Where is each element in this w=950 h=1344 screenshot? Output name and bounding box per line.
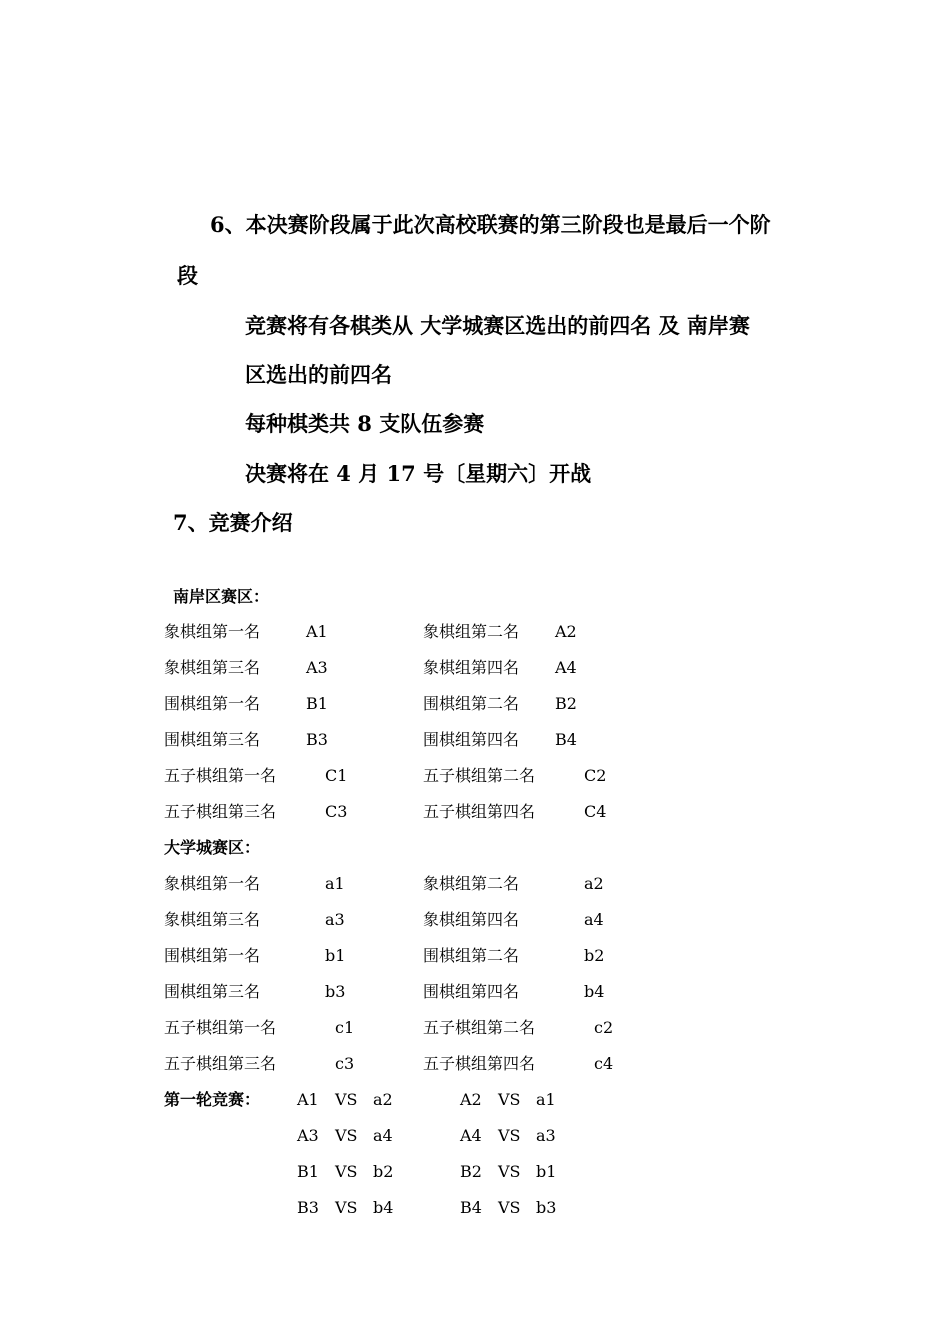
nanan-left-code: A1 — [306, 622, 328, 641]
match-team: a4 — [373, 1126, 393, 1145]
section6-line4: 区选出的前四名 — [245, 362, 392, 387]
dxc-right-name: 象棋组第四名 — [423, 910, 520, 929]
dxc-left-code: a1 — [325, 874, 345, 893]
section7-heading: 7、竞赛介绍 — [173, 510, 293, 535]
match-team: B1 — [297, 1162, 319, 1181]
match-team: a1 — [536, 1090, 556, 1109]
match-vs: VS — [498, 1090, 521, 1109]
match-vs: VS — [335, 1162, 358, 1181]
dxc-right-name: 五子棋组第四名 — [423, 1054, 536, 1073]
nanan-left-code: B1 — [306, 694, 328, 713]
match-team: b3 — [536, 1198, 557, 1217]
match-team: B4 — [460, 1198, 482, 1217]
nanan-right-name: 围棋组第二名 — [423, 694, 520, 713]
nanan-left-name: 象棋组第一名 — [164, 622, 261, 641]
match-team: a2 — [373, 1090, 393, 1109]
nanan-right-name: 五子棋组第四名 — [423, 802, 536, 821]
dxc-left-name: 五子棋组第三名 — [164, 1054, 277, 1073]
section6-line1: 6、本决赛阶段属于此次高校联赛的第三阶段也是最后一个阶 — [210, 212, 771, 237]
match-team: b1 — [536, 1162, 557, 1181]
match-vs: VS — [498, 1126, 521, 1145]
dxc-right-code: a2 — [584, 874, 604, 893]
match-team: A4 — [460, 1126, 482, 1145]
dxc-right-code: b4 — [584, 982, 605, 1001]
nanan-right-code: A4 — [555, 658, 577, 677]
dxc-left-code: c1 — [335, 1018, 355, 1037]
dxc-left-name: 围棋组第三名 — [164, 982, 261, 1001]
match-vs: VS — [335, 1090, 358, 1109]
nanan-left-name: 围棋组第一名 — [164, 694, 261, 713]
match-vs: VS — [498, 1198, 521, 1217]
match-vs: VS — [335, 1198, 358, 1217]
nanan-right-code: B4 — [555, 730, 577, 749]
dxc-left-name: 象棋组第三名 — [164, 910, 261, 929]
dxc-right-code: b2 — [584, 946, 605, 965]
nanan-left-name: 五子棋组第三名 — [164, 802, 277, 821]
section6-line6: 决赛将在 4 月 17 号〔星期六〕开战 — [245, 461, 592, 486]
dxc-left-name: 围棋组第一名 — [164, 946, 261, 965]
match-team: B2 — [460, 1162, 482, 1181]
dxc-right-name: 象棋组第二名 — [423, 874, 520, 893]
section6-line3: 竞赛将有各棋类从 大学城赛区选出的前四名 及 南岸赛 — [245, 313, 750, 338]
match-team: A3 — [297, 1126, 319, 1145]
dxc-right-name: 五子棋组第二名 — [423, 1018, 536, 1037]
dxc-left-code: a3 — [325, 910, 345, 929]
nanan-right-name: 象棋组第四名 — [423, 658, 520, 677]
nanan-right-name: 五子棋组第二名 — [423, 766, 536, 785]
dxc-right-code: c2 — [594, 1018, 614, 1037]
match-team: b2 — [373, 1162, 394, 1181]
dxc-right-code: a4 — [584, 910, 604, 929]
dxc-right-code: c4 — [594, 1054, 614, 1073]
nanan-left-code: C3 — [325, 802, 348, 821]
match-team: B3 — [297, 1198, 319, 1217]
nanan-right-code: A2 — [555, 622, 577, 641]
nanan-right-code: C4 — [584, 802, 607, 821]
dxc-right-name: 围棋组第二名 — [423, 946, 520, 965]
dxc-left-code: b3 — [325, 982, 346, 1001]
dxc-right-name: 围棋组第四名 — [423, 982, 520, 1001]
nanan-right-code: B2 — [555, 694, 577, 713]
dxc-left-code: b1 — [325, 946, 346, 965]
match-team: b4 — [373, 1198, 394, 1217]
match-vs: VS — [498, 1162, 521, 1181]
nanan-left-name: 五子棋组第一名 — [164, 766, 277, 785]
nanan-left-code: C1 — [325, 766, 348, 785]
round1-label: 第一轮竞赛： — [164, 1090, 261, 1109]
nanan-right-name: 象棋组第二名 — [423, 622, 520, 641]
nanan-right-name: 围棋组第四名 — [423, 730, 520, 749]
match-team: A2 — [460, 1090, 482, 1109]
match-vs: VS — [335, 1126, 358, 1145]
nanan-title: 南岸区赛区： — [173, 587, 270, 606]
nanan-right-code: C2 — [584, 766, 607, 785]
daxuecheng-title: 大学城赛区： — [164, 838, 261, 857]
section6-line5: 每种棋类共 8 支队伍参赛 — [245, 411, 485, 436]
dxc-left-name: 五子棋组第一名 — [164, 1018, 277, 1037]
match-team: a3 — [536, 1126, 556, 1145]
nanan-left-name: 象棋组第三名 — [164, 658, 261, 677]
nanan-left-name: 围棋组第三名 — [164, 730, 261, 749]
dxc-left-code: c3 — [335, 1054, 355, 1073]
section6-line2: 段 — [177, 263, 198, 288]
nanan-left-code: B3 — [306, 730, 328, 749]
nanan-left-code: A3 — [306, 658, 328, 677]
match-team: A1 — [297, 1090, 319, 1109]
dxc-left-name: 象棋组第一名 — [164, 874, 261, 893]
